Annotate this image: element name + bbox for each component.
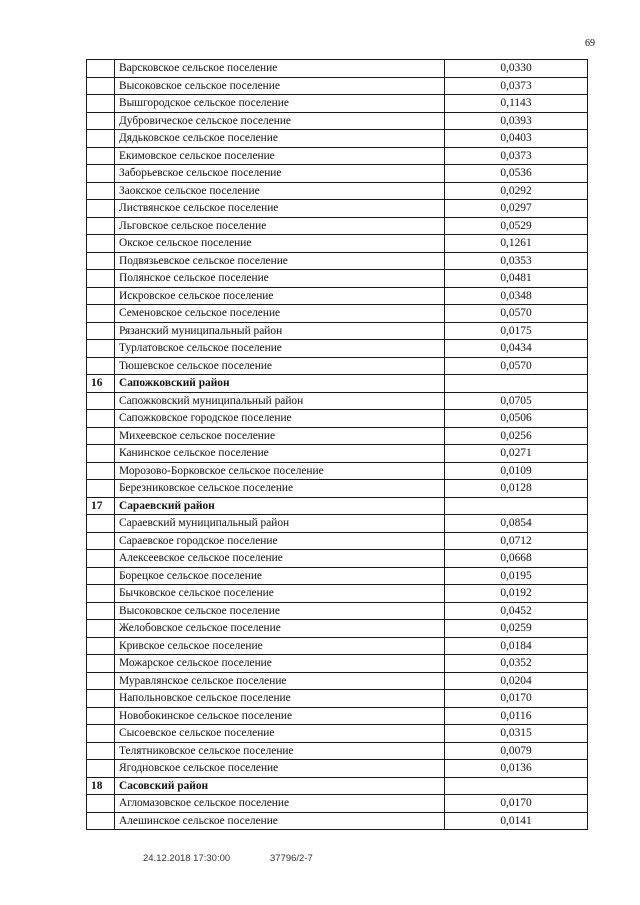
row-number: [87, 200, 115, 218]
coefficient-value: 0,0170: [445, 690, 588, 708]
settlement-name: Листвянское сельское поселение: [115, 200, 445, 218]
settlement-name: Березниковское сельское поселение: [115, 480, 445, 498]
settlement-name: Турлатовское сельское поселение: [115, 340, 445, 358]
row-number: [87, 130, 115, 148]
coefficient-value: 0,0705: [445, 392, 588, 410]
settlement-name: Борецкое сельское поселение: [115, 567, 445, 585]
coefficient-value: 0,0184: [445, 637, 588, 655]
settlement-name: Желобовское сельское поселение: [115, 620, 445, 638]
table-row: [87, 357, 588, 375]
table-row: [87, 165, 588, 183]
coefficient-value: 0,0204: [445, 672, 588, 690]
coefficient-value: 0,0434: [445, 340, 588, 358]
settlement-name: Агломазовское сельское поселение: [115, 795, 445, 813]
row-number: [87, 480, 115, 498]
settlement-name: Новобокинское сельское поселение: [115, 707, 445, 725]
table-body: [87, 60, 588, 830]
table-row: [87, 707, 588, 725]
settlement-name: Семеновское сельское поселение: [115, 305, 445, 323]
row-number: [87, 95, 115, 113]
row-number: [87, 252, 115, 270]
settlement-name: Заокское сельское поселение: [115, 182, 445, 200]
row-number: [87, 322, 115, 340]
table-row: [87, 725, 588, 743]
coefficient-value: 0,0271: [445, 445, 588, 463]
row-number: [87, 112, 115, 130]
coefficient-value: 0,1261: [445, 235, 588, 253]
coefficient-value: 0,0136: [445, 760, 588, 778]
settlement-name: Заборьевское сельское поселение: [115, 165, 445, 183]
coefficient-value: 0,0175: [445, 322, 588, 340]
table-row: [87, 690, 588, 708]
table-row: [87, 392, 588, 410]
coefficient-value: [445, 375, 588, 393]
table-row: [87, 812, 588, 830]
coefficient-value: 0,0195: [445, 567, 588, 585]
district-name: Сапожковский район: [115, 375, 445, 393]
row-number: [87, 637, 115, 655]
row-number: [87, 515, 115, 533]
table-row: [87, 515, 588, 533]
coefficient-value: 0,0141: [445, 812, 588, 830]
coefficient-value: [445, 497, 588, 515]
table-row: [87, 95, 588, 113]
coefficient-value: 0,0712: [445, 532, 588, 550]
district-name: Сараевский район: [115, 497, 445, 515]
coefficient-value: 0,0348: [445, 287, 588, 305]
coefficient-value: 0,0128: [445, 480, 588, 498]
row-number: [87, 357, 115, 375]
coefficient-value: 0,0854: [445, 515, 588, 533]
settlement-name: Морозово-Борковское сельское поселение: [115, 462, 445, 480]
table-row: [87, 60, 588, 78]
settlement-name: Окское сельское поселение: [115, 235, 445, 253]
table-row: [87, 410, 588, 428]
row-number: [87, 60, 115, 78]
table-row: [87, 270, 588, 288]
table-row: [87, 532, 588, 550]
table-row: [87, 287, 588, 305]
row-number: [87, 235, 115, 253]
row-number: [87, 287, 115, 305]
table-row: [87, 305, 588, 323]
settlement-name: Телятниковское сельское поселение: [115, 742, 445, 760]
row-number: [87, 812, 115, 830]
settlement-name: Искровское сельское поселение: [115, 287, 445, 305]
settlement-name: Ягодновское сельское поселение: [115, 760, 445, 778]
row-number: 17: [87, 497, 115, 515]
settlement-name: Алешинское сельское поселение: [115, 812, 445, 830]
coefficient-value: 0,0570: [445, 357, 588, 375]
settlement-name: Дядьковское сельское поселение: [115, 130, 445, 148]
coefficient-value: 0,0259: [445, 620, 588, 638]
row-number: 18: [87, 777, 115, 795]
row-number: [87, 340, 115, 358]
coefficient-value: 0,0170: [445, 795, 588, 813]
table-row: [87, 77, 588, 95]
row-number: [87, 602, 115, 620]
coefficient-value: 0,0192: [445, 585, 588, 603]
table-row: [87, 427, 588, 445]
settlement-name: Льговское сельское поселение: [115, 217, 445, 235]
coefficient-value: 0,1143: [445, 95, 588, 113]
row-number: [87, 182, 115, 200]
settlement-name: Сапожковский муниципальный район: [115, 392, 445, 410]
coefficient-value: 0,0393: [445, 112, 588, 130]
table-row: [87, 672, 588, 690]
settlement-name: Тюшевское сельское поселение: [115, 357, 445, 375]
settlement-name: Сапожковское городское поселение: [115, 410, 445, 428]
coefficient-value: 0,0536: [445, 165, 588, 183]
coefficient-value: 0,0506: [445, 410, 588, 428]
table-row: [87, 550, 588, 568]
row-number: [87, 567, 115, 585]
coefficient-value: 0,0373: [445, 147, 588, 165]
settlement-name: Рязанский муниципальный район: [115, 322, 445, 340]
coefficient-value: 0,0297: [445, 200, 588, 218]
table-row: [87, 602, 588, 620]
coefficient-value: [445, 777, 588, 795]
table-row: [87, 480, 588, 498]
row-number: [87, 760, 115, 778]
row-number: [87, 217, 115, 235]
coefficient-value: 0,0079: [445, 742, 588, 760]
coefficient-value: 0,0529: [445, 217, 588, 235]
page-number: 69: [585, 38, 595, 49]
row-number: [87, 445, 115, 463]
table-row: [87, 130, 588, 148]
row-number: 16: [87, 375, 115, 393]
settlement-name: Кривское сельское поселение: [115, 637, 445, 655]
coefficient-value: 0,0330: [445, 60, 588, 78]
table-row: [87, 182, 588, 200]
row-number: [87, 690, 115, 708]
coefficient-value: 0,0353: [445, 252, 588, 270]
table-row: [87, 147, 588, 165]
settlement-name: Дубровическое сельское поселение: [115, 112, 445, 130]
settlement-name: Михеевское сельское поселение: [115, 427, 445, 445]
settlement-name: Сараевское городское поселение: [115, 532, 445, 550]
coefficient-value: 0,0256: [445, 427, 588, 445]
settlement-name: Бычковское сельское поселение: [115, 585, 445, 603]
table-row: [87, 637, 588, 655]
table-row: [87, 742, 588, 760]
table-row: [87, 760, 588, 778]
coefficient-value: 0,0570: [445, 305, 588, 323]
footer-doc-code: 37796/2-7: [270, 853, 313, 864]
table-row: [87, 252, 588, 270]
footer-datetime: 24.12.2018 17:30:00: [143, 853, 231, 864]
district-row: [87, 375, 588, 393]
settlement-name: Сараевский муниципальный район: [115, 515, 445, 533]
settlement-name: Напольновское сельское поселение: [115, 690, 445, 708]
row-number: [87, 392, 115, 410]
row-number: [87, 620, 115, 638]
row-number: [87, 655, 115, 673]
coefficient-value: 0,0315: [445, 725, 588, 743]
row-number: [87, 725, 115, 743]
table-row: [87, 462, 588, 480]
table-row: [87, 217, 588, 235]
row-number: [87, 532, 115, 550]
coefficient-value: 0,0668: [445, 550, 588, 568]
row-number: [87, 462, 115, 480]
row-number: [87, 165, 115, 183]
table-row: [87, 567, 588, 585]
district-name: Сасовский район: [115, 777, 445, 795]
settlement-name: Екимовское сельское поселение: [115, 147, 445, 165]
row-number: [87, 410, 115, 428]
row-number: [87, 742, 115, 760]
settlement-name: Варсковское сельское поселение: [115, 60, 445, 78]
row-number: [87, 585, 115, 603]
table-row: [87, 322, 588, 340]
coefficient-value: 0,0452: [445, 602, 588, 620]
settlement-name: Можарское сельское поселение: [115, 655, 445, 673]
settlement-name: Сысоевское сельское поселение: [115, 725, 445, 743]
row-number: [87, 427, 115, 445]
row-number: [87, 550, 115, 568]
row-number: [87, 270, 115, 288]
settlement-name: Высоковское сельское поселение: [115, 77, 445, 95]
table-row: [87, 340, 588, 358]
table-row: [87, 112, 588, 130]
settlement-name: Алексеевское сельское поселение: [115, 550, 445, 568]
settlement-name: Вышгородское сельское поселение: [115, 95, 445, 113]
row-number: [87, 707, 115, 725]
coefficient-value: 0,0373: [445, 77, 588, 95]
allocation-table: [86, 59, 588, 830]
table-row: [87, 620, 588, 638]
district-row: [87, 497, 588, 515]
coefficient-value: 0,0352: [445, 655, 588, 673]
row-number: [87, 672, 115, 690]
coefficient-value: 0,0403: [445, 130, 588, 148]
settlement-name: Подвязьевское сельское поселение: [115, 252, 445, 270]
settlement-name: Полянское сельское поселение: [115, 270, 445, 288]
district-row: [87, 777, 588, 795]
coefficient-value: 0,0481: [445, 270, 588, 288]
row-number: [87, 305, 115, 323]
settlement-name: Канинское сельское поселение: [115, 445, 445, 463]
coefficient-value: 0,0292: [445, 182, 588, 200]
table-row: [87, 655, 588, 673]
table-row: [87, 585, 588, 603]
table-row: [87, 795, 588, 813]
coefficient-value: 0,0109: [445, 462, 588, 480]
coefficient-value: 0,0116: [445, 707, 588, 725]
row-number: [87, 795, 115, 813]
settlement-name: Муравлянское сельское поселение: [115, 672, 445, 690]
row-number: [87, 147, 115, 165]
table-row: [87, 200, 588, 218]
row-number: [87, 77, 115, 95]
settlement-name: Высоковское сельское поселение: [115, 602, 445, 620]
table-row: [87, 445, 588, 463]
table-row: [87, 235, 588, 253]
